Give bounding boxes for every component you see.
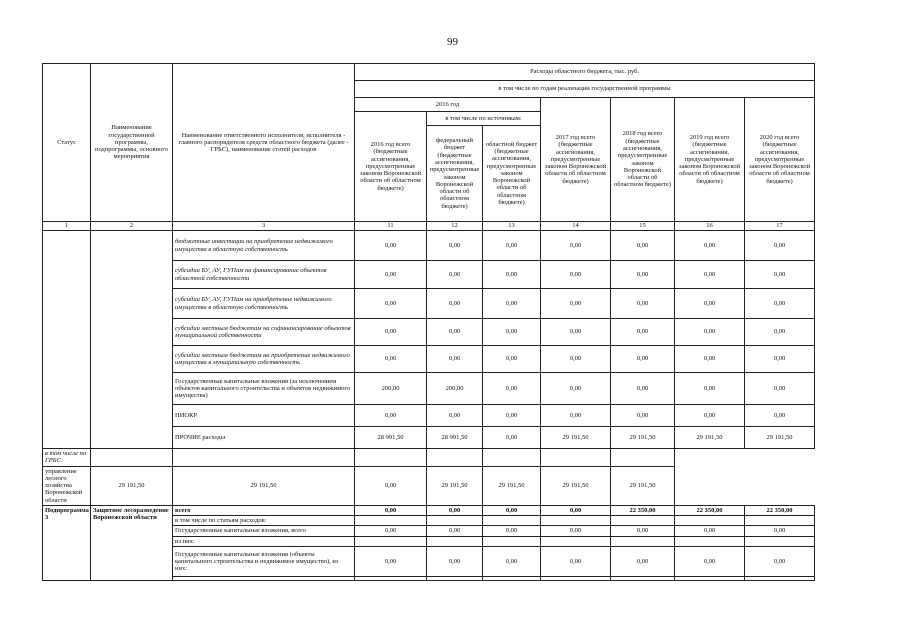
header-status: Статус bbox=[43, 64, 91, 222]
value-cell: 0,00 bbox=[675, 261, 745, 289]
value-cell: 0,00 bbox=[355, 289, 427, 319]
colnum-cell: 17 bbox=[745, 222, 815, 231]
value-cell: 0,00 bbox=[483, 231, 541, 261]
grbs-label: в том числе по ГРБС: bbox=[43, 449, 91, 467]
value-cell: 29 191,50 bbox=[91, 466, 173, 505]
value-cell: 0,00 bbox=[355, 546, 427, 576]
value-cell: 0,00 bbox=[355, 261, 427, 289]
value-cell: 29 191,50 bbox=[675, 427, 745, 449]
value-cell: 0,00 bbox=[611, 289, 675, 319]
value-cell: 0,00 bbox=[427, 231, 483, 261]
value-cell: 0,00 bbox=[427, 289, 483, 319]
upper-rows bbox=[43, 231, 815, 449]
value-cell: 0,00 bbox=[675, 319, 745, 346]
value-cell: 0,00 bbox=[541, 231, 611, 261]
row-label: бюджетные инвестиции на приобретение недвижимого имущества в областную собственность bbox=[173, 231, 355, 261]
header-year-2016: 2016 год bbox=[355, 98, 541, 112]
header-by-years: в том числе по годам реализации государственной программы bbox=[355, 81, 815, 98]
value-cell: 29 191,50 bbox=[611, 466, 675, 505]
header-program-name: Наименование государственной программы, подпрограммы, основного мероприятия bbox=[91, 64, 173, 222]
value-cell: 0,00 bbox=[541, 405, 611, 427]
value-cell: 29 191,50 bbox=[483, 466, 541, 505]
subprogram-total-row bbox=[43, 505, 815, 515]
value-cell: 0,00 bbox=[355, 505, 427, 515]
value-cell: 28 991,50 bbox=[355, 427, 427, 449]
colnum-cell: 16 bbox=[675, 222, 745, 231]
value-cell: 22 350,00 bbox=[675, 505, 745, 515]
value-cell: 0,00 bbox=[483, 405, 541, 427]
value-cell: 0,00 bbox=[675, 405, 745, 427]
colnum-cell: 2 bbox=[91, 222, 173, 231]
value-cell: 0,00 bbox=[483, 319, 541, 346]
value-cell: 0,00 bbox=[745, 289, 815, 319]
value-cell: 0,00 bbox=[611, 373, 675, 405]
value-cell: 0,00 bbox=[483, 346, 541, 373]
value-cell: 0,00 bbox=[675, 546, 745, 576]
value-cell: 0,00 bbox=[541, 505, 611, 515]
value-cell: 0,00 bbox=[427, 405, 483, 427]
subprogram-total-label: всего bbox=[173, 505, 355, 515]
value-cell: 0,00 bbox=[541, 526, 611, 536]
value-cell: 0,00 bbox=[427, 505, 483, 515]
value-cell: 0,00 bbox=[427, 546, 483, 576]
of-them-label: из них: bbox=[173, 536, 355, 546]
colnum-cell: 12 bbox=[427, 222, 483, 231]
colnum-cell: 1 bbox=[43, 222, 91, 231]
value-cell: 0,00 bbox=[427, 526, 483, 536]
value-cell: 0,00 bbox=[355, 231, 427, 261]
value-cell: 0,00 bbox=[355, 466, 427, 505]
page-number: 99 bbox=[447, 36, 458, 48]
value-cell: 0,00 bbox=[483, 427, 541, 449]
value-cell: 0,00 bbox=[745, 231, 815, 261]
value-cell: 0,00 bbox=[611, 405, 675, 427]
value-cell: 0,00 bbox=[745, 346, 815, 373]
forestry-row bbox=[43, 466, 815, 505]
header-executor-name: Наименование ответственного исполнителя, исполнителя - главного распорядителя средств областного бюджета (далее - ГРБС), наименование статей расходов bbox=[173, 64, 355, 222]
header-2020: 2020 год всего (бюджетные ассигнования, предусмотренные законом Воронежской области об областном бюджете) bbox=[745, 98, 815, 222]
subprogram-name: Защитное лесоразведение Воронежской области bbox=[91, 505, 173, 580]
header-2018: 2018 год всего (бюджетные ассигнования, предусмотренные законом Воронежской области об областном бюджете) bbox=[611, 98, 675, 222]
value-cell: 29 191,50 bbox=[611, 427, 675, 449]
value-cell: 0,00 bbox=[745, 526, 815, 536]
value-cell: 0,00 bbox=[355, 526, 427, 536]
value-cell: 0,00 bbox=[541, 289, 611, 319]
header-expenses-title: Расходы областного бюджета, тыс. руб. bbox=[355, 64, 815, 81]
value-cell: 0,00 bbox=[541, 546, 611, 576]
value-cell: 0,00 bbox=[483, 546, 541, 576]
colnum-cell: 13 bbox=[483, 222, 541, 231]
value-cell: 0,00 bbox=[675, 346, 745, 373]
value-cell: 0,00 bbox=[355, 405, 427, 427]
value-cell: 0,00 bbox=[427, 319, 483, 346]
value-cell: 0,00 bbox=[675, 373, 745, 405]
header-by-sources: в том числе по источникам: bbox=[427, 112, 541, 126]
forestry-label: управление лесного хозяйства Воронежской области bbox=[43, 466, 91, 505]
budget-table bbox=[42, 63, 815, 581]
value-cell: 0,00 bbox=[541, 346, 611, 373]
value-cell: 0,00 bbox=[541, 373, 611, 405]
header-2019: 2019 год всего (бюджетные ассигнования, предусмотренные законом Воронежской области об областном бюджете) bbox=[675, 98, 745, 222]
objects-label: Государственные капитальные вложения (объекты капитального строительства и недвижимое имущество), из них: bbox=[173, 546, 355, 576]
header-regional: областной бюджет (бюджетные ассигнования, предусмотренные законом Воронежской области об областном бюджете) bbox=[483, 126, 541, 222]
row-label: ПРОЧИЕ расходы bbox=[173, 427, 355, 449]
colnum-cell: 3 bbox=[173, 222, 355, 231]
value-cell: 28 991,50 bbox=[427, 427, 483, 449]
value-cell: 0,00 bbox=[745, 373, 815, 405]
value-cell: 0,00 bbox=[745, 261, 815, 289]
subprogram-rows bbox=[43, 449, 815, 581]
value-cell: 0,00 bbox=[611, 546, 675, 576]
value-cell: 0,00 bbox=[483, 373, 541, 405]
value-cell: 200,00 bbox=[427, 373, 483, 405]
header-federal: федеральный бюджет (бюджетные ассигнования, предусмотренные законом Воронежской области об областном бюджете) bbox=[427, 126, 483, 222]
row-label: субсидии БУ, АУ, ГУПам на финансирование объектов областной собственности bbox=[173, 261, 355, 289]
row-label: НИОКР bbox=[173, 405, 355, 427]
value-cell: 0,00 bbox=[541, 319, 611, 346]
colnum-cell: 15 bbox=[611, 222, 675, 231]
colnum-cell: 14 bbox=[541, 222, 611, 231]
value-cell: 0,00 bbox=[483, 526, 541, 536]
value-cell: 200,00 bbox=[355, 373, 427, 405]
header-2016-total: 2016 год всего (бюджетные ассигнования, предусмотренные законом Воронежской области об областном бюджете) bbox=[355, 112, 427, 222]
value-cell: 29 191,50 bbox=[427, 466, 483, 505]
value-cell: 29 191,50 bbox=[173, 466, 355, 505]
articles-label: в том числе по статьям расходов: bbox=[173, 516, 355, 526]
value-cell: 0,00 bbox=[483, 289, 541, 319]
budget-row bbox=[43, 231, 815, 261]
value-cell: 0,00 bbox=[745, 546, 815, 576]
row-label: Государственные капитальные вложения (за исключением объектов капитального строительства и объектов недвижимого имущества) bbox=[173, 373, 355, 405]
value-cell: 0,00 bbox=[483, 505, 541, 515]
value-cell: 0,00 bbox=[611, 526, 675, 536]
value-cell: 29 191,50 bbox=[541, 466, 611, 505]
value-cell: 29 191,50 bbox=[541, 427, 611, 449]
grbs-label-row bbox=[43, 449, 815, 467]
value-cell: 0,00 bbox=[675, 526, 745, 536]
colnum-cell: 11 bbox=[355, 222, 427, 231]
value-cell: 0,00 bbox=[675, 289, 745, 319]
header-2017: 2017 год всего (бюджетные ассигнования, предусмотренные законом Воронежской области об областном бюджете) bbox=[541, 98, 611, 222]
value-cell: 0,00 bbox=[355, 346, 427, 373]
value-cell: 0,00 bbox=[745, 405, 815, 427]
row-label: субсидии местным бюджетам на приобретение недвижимого имущества в муниципальную собственность bbox=[173, 346, 355, 373]
value-cell: 0,00 bbox=[745, 319, 815, 346]
value-cell: 0,00 bbox=[427, 346, 483, 373]
row-label: субсидии БУ, АУ, ГУПам на приобретение недвижимого имущества в областную собственность bbox=[173, 289, 355, 319]
column-numbers-row bbox=[43, 222, 815, 231]
value-cell: 22 350,00 bbox=[611, 505, 675, 515]
row-label: субсидии местным бюджетам на софинансирование объектов муниципальной собственности bbox=[173, 319, 355, 346]
value-cell: 0,00 bbox=[611, 319, 675, 346]
value-cell: 0,00 bbox=[427, 261, 483, 289]
value-cell: 0,00 bbox=[483, 261, 541, 289]
value-cell: 29 191,50 bbox=[745, 427, 815, 449]
value-cell: 0,00 bbox=[611, 261, 675, 289]
value-cell: 0,00 bbox=[611, 346, 675, 373]
value-cell: 0,00 bbox=[611, 231, 675, 261]
subprogram-status: Подпрограмма 3 bbox=[43, 505, 91, 580]
value-cell: 0,00 bbox=[355, 319, 427, 346]
capital-label: Государственные капитальные вложения, всего bbox=[173, 526, 355, 536]
value-cell: 0,00 bbox=[675, 231, 745, 261]
value-cell: 0,00 bbox=[541, 261, 611, 289]
value-cell: 22 350,00 bbox=[745, 505, 815, 515]
